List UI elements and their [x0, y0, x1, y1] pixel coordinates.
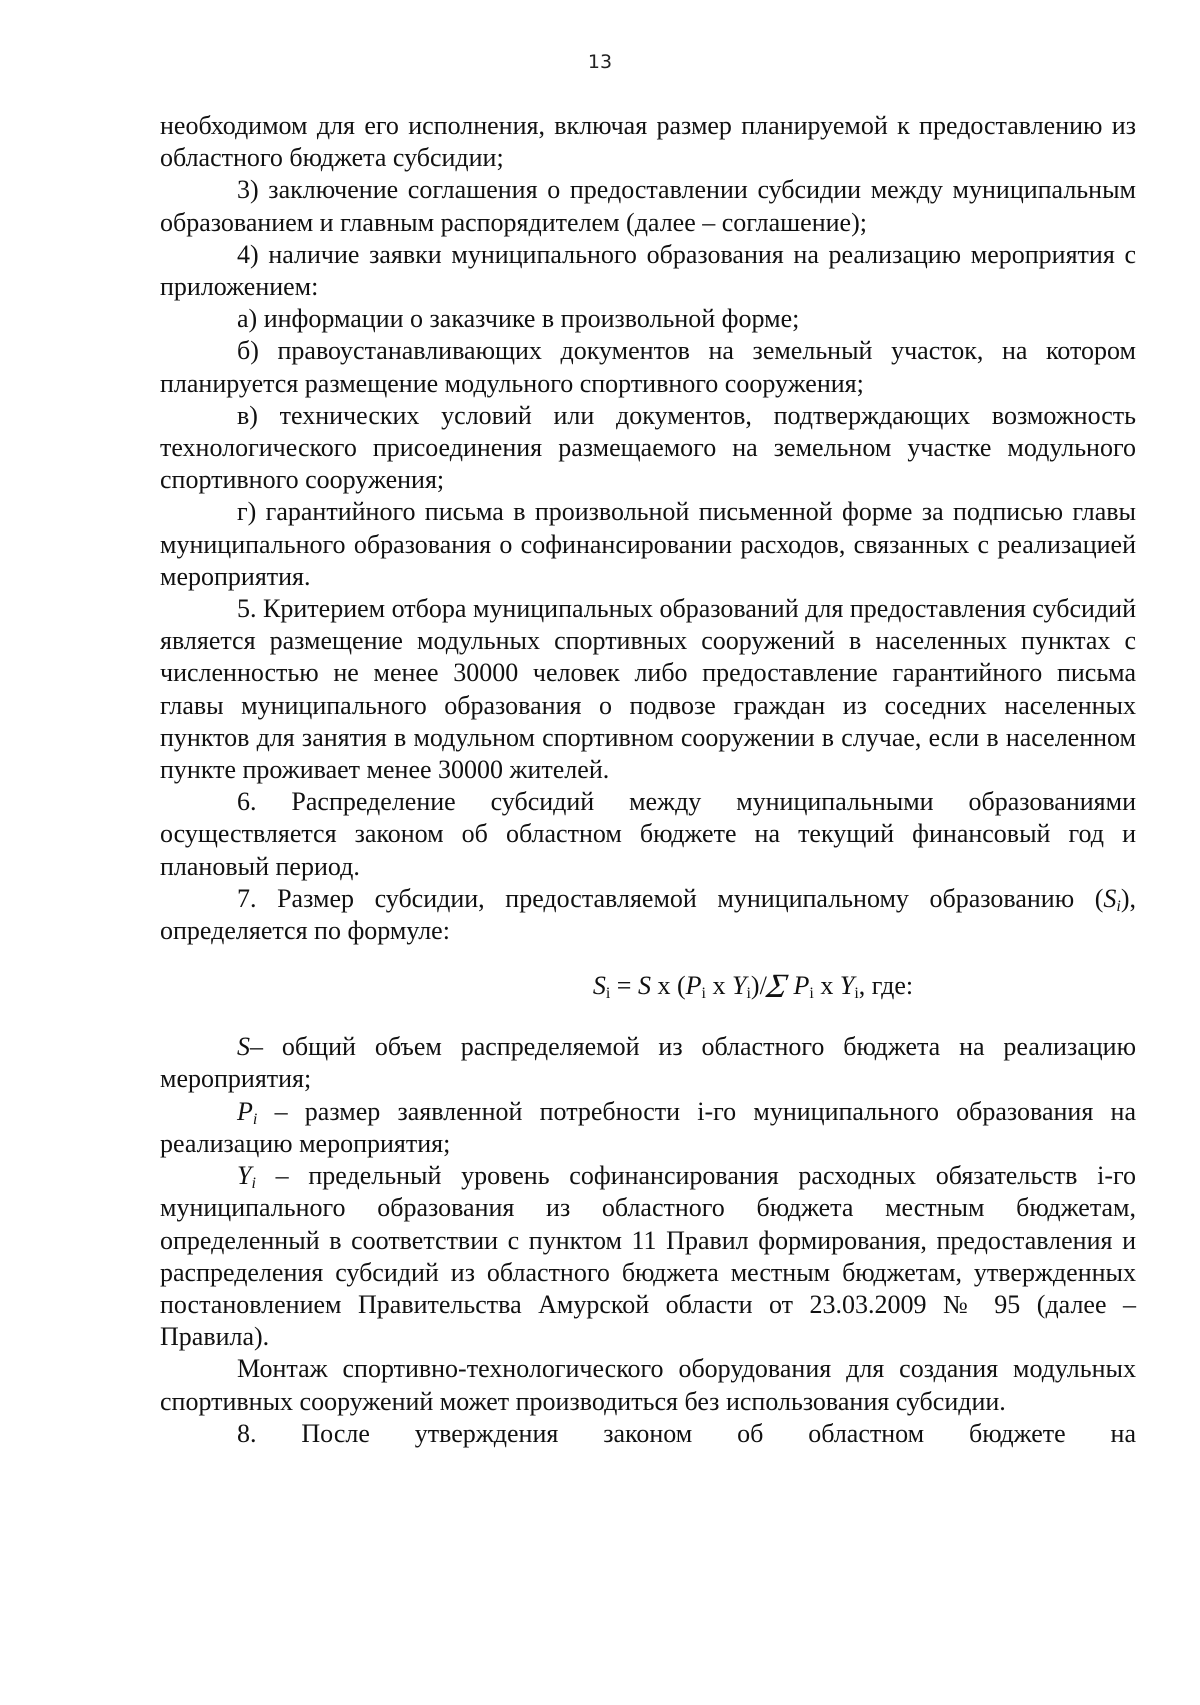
formula-tail: , где:	[858, 971, 914, 1001]
page-number: 13	[587, 51, 613, 73]
subsidy-formula: $S_i = S$ x ($P_i$ x $Y_i)/\Sigma$ $P_i$ x $Y_i$, где:	[592, 968, 914, 1006]
formula-times3: x	[813, 971, 840, 1001]
paragraph-point-5: 5. Критерием отбора муниципальных образований для предоставления субсидий является размещение модульных спортивных сооружений в населенных пунктах с численностью не менее 30000 человек либо предоставление гарантийного письма главы муниципального образования о подвозе граждан из соседних населенных пунктов для занятия в модульном спортивном сооружении в случае, если в населенном пункте проживает менее 30000 жителей.	[160, 594, 1136, 785]
formula-y: Y	[731, 971, 747, 1001]
definition-y-text: – предельный уровень софинансирования расходных обязательств i-го муниципального образования из областного бюджета местным бюджетам, определенный в соответствии с пунктом 11 Правил формирования, предоставления и распределения субсидий из областного бюджета местным бюджетам, утвержденных постановлением Правительства Амурской области от 23.03.2009 № 95 (далее – Правила).	[160, 1161, 1136, 1352]
formula-eq: =	[610, 971, 638, 1001]
formula-close-div: )/	[750, 971, 767, 1001]
formula-lhs: S	[592, 971, 606, 1001]
document-body	[160, 110, 1136, 1450]
point7-var: S	[1103, 883, 1117, 913]
formula-y-sub: i	[746, 985, 751, 1003]
paragraph-item-4a: а) информации о заказчике в произвольной форме;	[237, 304, 800, 334]
definition-p-sub: i	[252, 1110, 258, 1128]
paragraph-point-6: 6. Распределение субсидий между муниципальными образованиями осуществляется законом об областном бюджете на текущий финансовый год и плановый период.	[160, 787, 1136, 881]
formula-y2-sub: i	[854, 985, 859, 1003]
paragraph-item-4: 4) наличие заявки муниципального образования на реализацию мероприятия с приложением:	[160, 239, 1136, 302]
definition-s	[160, 1031, 1136, 1095]
paragraph-point-8: 8. После утверждения законом об областном бюджете на	[237, 1418, 1136, 1448]
paragraph-item-3: 3) заключение соглашения о предоставлении субсидии между муниципальным образованием и главным распорядителем (далее – соглашение);	[160, 175, 1136, 237]
formula-y2: Y	[839, 971, 855, 1001]
definition-p-text: – размер заявленной потребности i-го муниципального образования на реализацию мероприятия;	[160, 1096, 1136, 1158]
definition-s-text: – общий объем распределяемой из областного бюджета на реализацию мероприятия;	[160, 1032, 1136, 1094]
paragraph-mounting: Монтаж спортивно-технологического оборудования для создания модульных спортивных сооружений может производиться без использования субсидии.	[160, 1354, 1136, 1416]
paragraph-item-4b: б) правоустанавливающих документов на земельный участок, на котором планируется размещение модульного спортивного сооружения;	[160, 336, 1136, 398]
definition-y-sub: i	[251, 1175, 256, 1193]
definition-y-var: Y	[237, 1161, 252, 1191]
formula-p: P	[685, 971, 702, 1001]
paragraph-item-4v: в) технических условий или документов, подтверждающих возможность технологического присоединения размещаемого на земельном участке модульного спортивного сооружения;	[160, 400, 1136, 495]
formula-s: S	[637, 971, 651, 1001]
definition-p-var: P	[237, 1096, 253, 1126]
formula-times1: x (	[650, 971, 686, 1001]
point7-end: ), определяется по формуле:	[160, 883, 1136, 946]
paragraph-intro: необходимом для его исполнения, включая размер планируемой к предоставлению из областного бюджета субсидии;	[160, 111, 1136, 173]
paragraph-point-7	[160, 883, 1136, 947]
formula-lhs-sub: i	[605, 985, 611, 1003]
formula-times2: x	[705, 971, 732, 1001]
formula-p2: P	[787, 971, 810, 1001]
definition-p	[160, 1096, 1136, 1160]
definition-y	[160, 1160, 1136, 1353]
formula-p-sub: i	[701, 985, 706, 1003]
formula-p2-sub: i	[809, 985, 814, 1003]
point7-start: 7. Размер субсидии, предоставляемой муниципальному образованию (	[237, 883, 1104, 913]
definition-s-var: S	[237, 1032, 250, 1062]
paragraph-item-4g: г) гарантийного письма в произвольной письменной форме за подписью главы муниципального образования о софинансировании расходов, связанных с реализацией мероприятия.	[160, 497, 1136, 591]
point7-sub: i	[1116, 897, 1121, 915]
